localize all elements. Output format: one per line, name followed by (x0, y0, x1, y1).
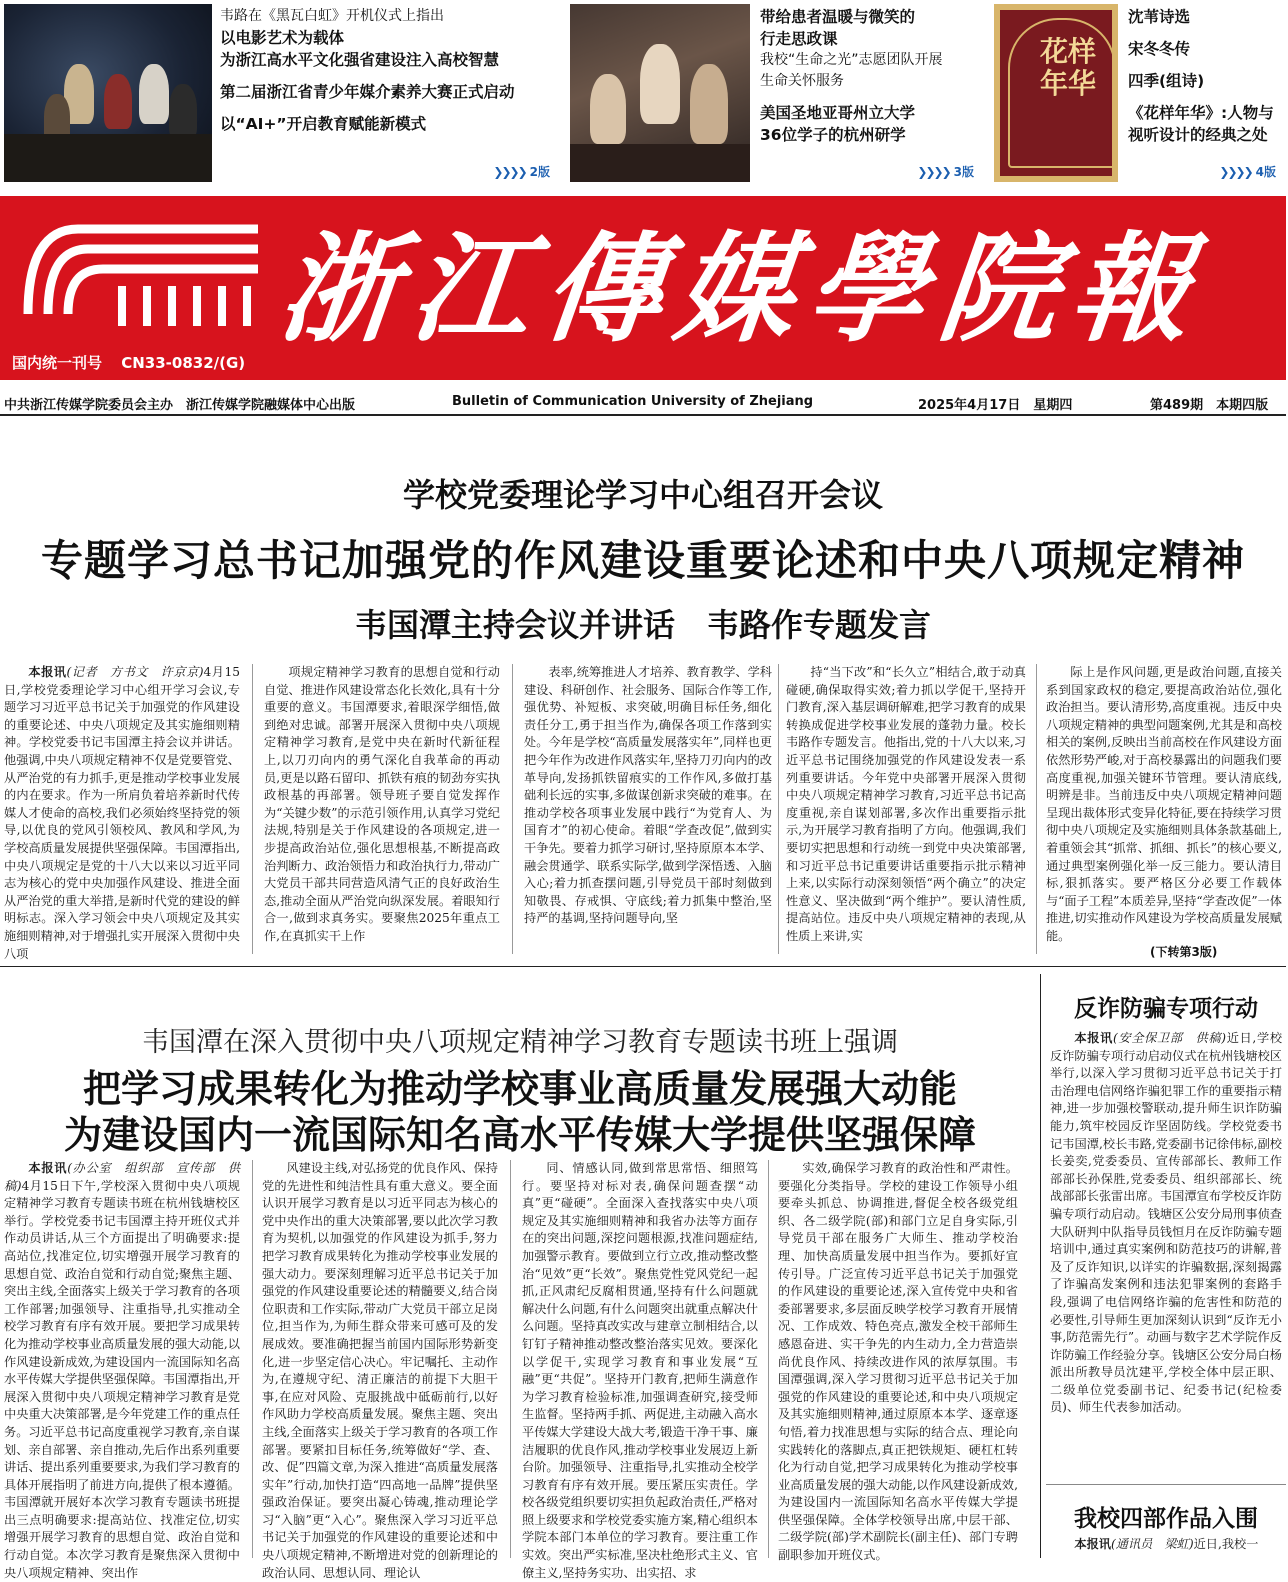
arrows-icon: ❯❯❯❯ (1219, 165, 1252, 179)
column-text: 风建设主线,对弘扬党的优良作风、保持党的先进性和纯洁性具有重大意义。要全面认识开展学习教育是以习近平同志为核心的党中央作出的重大决策部署,要以此次学习教育为契机,以加强党的作风建设为抓手,努力把学习教育成果转化为推动学校事业发展的强大动力。要深刻理解习近平总书记关于加强党的作风建设重要论述的精髓要义,结合岗位职责和工作实际,带动广大党员干部立足岗位,担当作为,为师生群众带来可感可及的发展成效。要准确把握当前国内国际形势新变化,进一步坚定信心决心。牢记嘱托、主动作为,在遵规守纪、清正廉洁的前提下大胆干事,在应对风险、克服挑战中砥砺前行,以好作风助力学校高质量发展。聚焦主题、突出主线,全面落实上级关于学习教育的各项工作部署。要紧扣目标任务,统筹做好“学、查、改、促”四篇文章,为深入推进“高质量发展落实年”行动,加快打造“四高地一品牌”提供坚强政治保证。要突出凝心铸魂,推动理论学习“入脑”更“入心”。聚焦深入学习习近平总书记关于加强党的作风建设的重要论述和中央八项规定精神,不断增进对党的创新理论的政治认同、思想认同、理论认 (262, 1161, 498, 1580)
page-ref-link[interactable]: ❯❯❯❯ 2版 (493, 165, 550, 179)
story2-kicker: 韦国潭在深入贯彻中央八项规定精神学习教育专题读书班上强调 (142, 1027, 898, 1058)
teaser-page-3[interactable] (566, 0, 984, 186)
column-text: 项规定精神学习教育的思想自觉和行动自觉、推进作风建设常态化长效化,具有十分重要的意义。韦国潭要求,着眼深学细悟,做到绝对忠诚。部署开展深入贯彻中央八项规定精神学习教育,是党中央在新时代新征程上,以刀刃向内的勇气深化自我革命的再动员,更是以路石留印、抓铁有痕的韧劲夯实执政根基的再部署。领导班子要自觉发挥作为“关键少数”的示范引领作用,认真学习党纪法规,特别是关于作风建设的各项规定,进一步提高政治站位,强化思想根基,不断提高政治判断力、政治领悟力和政治执行力,带动广大党员干部共同营造风清气正的良好政治生态,推动全面从严治党向纵深发展。着眼知行合一,做到求真务实。要聚焦2025年重点工作,在真抓实干上作 (264, 665, 500, 943)
column-divider (252, 664, 253, 954)
story1-subhead: 韦国潭主持会议并讲话 韦路作专题发言 (354, 606, 931, 644)
issue-number: 第489期 本期四版 (1150, 398, 1269, 413)
sidebar1-headline[interactable]: 反诈防骗专项行动 (1074, 996, 1258, 1022)
teaser-lines (220, 6, 515, 135)
lead-label: 本报讯 (28, 665, 67, 679)
story1-kicker: 学校党委理论学习中心组召开会议 (402, 476, 883, 514)
column-divider (510, 1160, 511, 1558)
column-text: 4月15日,学校党委理论学习中心组开学习会议,专题学习习近平总书记关于加强党的作风建设的重要论述、中央八项规定及其实施细则精神。学校党委书记韦国潭主持会议并讲话。他强调,中央八项规定精神不仅是党要管党、从严治党的有力抓手,更是推动学校事业发展的内在要求。作为一所肩负着培养新时代传媒人才使命的高校,我们必须始终坚持党的领导,以优良的党风引领校风、教风和学风,为学校高质量发展提供坚强保障。韦国潭指出,中央八项规定是党的十八大以来以习近平同志为核心的党中央加强作风建设、推进全面从严治党的重大举措,是新时代党的建设的鲜明标志。深入学习领会中央八项规定及其实施细则精神,对于增强扎实开展深入贯彻中央八项 (4, 665, 241, 961)
column-text: 近日,我校一 (1193, 1537, 1259, 1551)
teaser-page-2[interactable] (0, 0, 560, 186)
continued-note[interactable]: (下转第3版) (1150, 945, 1218, 959)
story2-column-4 (778, 1160, 1018, 1563)
story1-column-4 (786, 664, 1026, 954)
teaser-line[interactable]: 美国圣地亚哥州立大学 (760, 104, 916, 122)
lead-label: 本报讯 (1074, 1537, 1111, 1551)
sidebar-rule (1046, 1484, 1286, 1485)
column-divider (768, 1160, 769, 1558)
teaser-line: 韦路在《黑瓦白虹》开机仪式上指出 (220, 8, 444, 24)
issn-label: 国内统一刊号 (12, 354, 103, 372)
sidebar-divider (1040, 974, 1041, 1558)
column-divider (778, 664, 779, 954)
university-logo-icon (18, 214, 268, 332)
issn-number: CN33-0832/(G) (121, 354, 246, 372)
sidebar1-body (1050, 1030, 1282, 1470)
column-text: 际上是作风问题,更是政治问题,直接关系到国家政权的稳定,要提高政治站位,强化政治担当。要认清形势,高度重视。违反中央八项规定精神的典型问题案例,尤其是和高校相关的案例,反映出当前高校在作风建设方面依然形势严峻,对于高校暴露出的问题我们要高度重视,加强关键环节管理。要认清底线,明辨是非。当前违反中央八项规定精神问题呈现出裁体形式变异化特征,要在持续学习贯彻中央八项规定及实施细则具体条款基础上,着重领会其“抓常、抓细、抓长”的核心要义,通过典型案例强化举一反三能力。要认清目标,狠抓落实。要严格区分必要工作载体与“面子工程”本质差异,坚持“学查改促”一体推进,切实推动作风建设为学校高质量发展赋能。 (1046, 665, 1282, 943)
teaser-line[interactable]: 36位学子的杭州研学 (760, 126, 906, 144)
teaser-line[interactable]: 宋冬冬传 (1128, 40, 1191, 58)
story1-column-5 (1046, 664, 1282, 943)
sidebar2-body (1050, 1536, 1282, 1558)
teaser-line[interactable]: 四季(组诗) (1128, 72, 1205, 90)
column-text: 实效,确保学习教育的政治性和严肃性。要强化分类指导。学校的建设工作领导小组要牵头抓总、协调推进,督促全校各级党组织、各二级学院(部)和部门立足自身实际,引导党员干部在服务广大师生、推动学校治理、加快高质量发展中担当作为。要抓好宣传引导。广泛宣传习近平总书记关于加强党的作风建设的重要论述,深入宣传党中央和省委部署要求,多层面反映学校学习教育开展情况、工作成效、特色亮点,激发全校干部师生感恩奋进、实干争先的内生动力,全力营造崇尚优良作风、持续改进作风的浓厚氛围。韦国潭强调,深入学习贯彻习近平总书记关于加强党的作风建设的重要论述,和中央八项规定及其实施细则精神,通过原原本本学、逐章逐句悟,着力找准思想与实际的结合点、理论向实践转化的落脚点,真正把铁规矩、硬杠杠转化为行动自觉,把学习成果转化为推动学校事业高质量发展的强大动能,以作风建设新成效,为建设国内一流国际知名高水平传媒大学提供坚强保障。全体学校领导出席,中层干部、二级学院(部)学术副院长(副主任)、部门专聘副职参加开班仪式。 (778, 1161, 1018, 1563)
story2-column-2 (262, 1160, 498, 1580)
english-title: Bulletin of Communication University of Zhejiang (452, 394, 814, 409)
newspaper-title: 浙江傳媒學院報 (272, 219, 1212, 358)
lead-label: 本报讯 (28, 1161, 68, 1175)
teaser-line: 我校“生命之光”志愿团队开展 (760, 52, 943, 68)
column-text: 持“当下改”和“长久立”相结合,敢于动真碰硬,确保取得实效;着力抓以学促干,坚持开门教育,深入基层调研解难,把学习教育的成果转换成促进学校事业发展的蓬勃力量。校长韦路作专题发言。他指出,党的十八大以来,习近平总书记围绕加强党的作风建设发表一系列重要讲话。今年党中央部署开展深入贯彻中央八项规定精神学习教育,习近平总书记高度重视,亲自谋划部署,多次作出重要指示批示,为开展学习教育指明了方向。他强调,我们要切实把思想和行动统一到党中央决策部署,和习近平总书记重要讲话重要指示批示精神上来,以实际行动深刻领悟“两个确立”的决定性意义、坚决做到“两个维护”。要认清性质,提高站位。违反中央八项规定精神的表现,从性质上来讲,实 (786, 665, 1026, 943)
volunteer-photo (570, 4, 750, 182)
story2-headline-1[interactable]: 把学习成果转化为推动学校事业高质量发展强大动能 (82, 1067, 957, 1111)
teaser-lines (760, 6, 943, 146)
story1-headline[interactable]: 专题学习总书记加强党的作风建设重要论述和中央八项规定精神 (40, 536, 1245, 585)
masthead (0, 196, 1286, 380)
section-divider (0, 966, 1286, 967)
teaser-lines (1128, 6, 1274, 146)
teaser-line[interactable]: 沈苇诗选 (1128, 8, 1191, 26)
arrows-icon: ❯❯❯❯ (493, 165, 526, 179)
teaser-line[interactable]: 《花样年华》:人物与 (1128, 104, 1274, 122)
film-ceremony-photo (4, 4, 212, 182)
teaser-line[interactable]: 以电影艺术为载体 (220, 29, 345, 47)
column-divider (512, 664, 513, 954)
lead-label: 本报讯 (1074, 1031, 1113, 1045)
info-bar (0, 386, 1286, 416)
book-cover-title: 花样年华 (1039, 35, 1096, 100)
issue-date: 2025年4月17日 星期四 (918, 398, 1073, 413)
byline: (办公室 组织部 宣传部 供稿) (4, 1161, 241, 1193)
teaser-line: 生命关怀服务 (760, 73, 844, 89)
teaser-line[interactable]: 带给患者温暖与微笑的 (760, 8, 916, 26)
story2-headline-2[interactable]: 为建设国内一流国际知名高水平传媒大学提供坚强保障 (63, 1113, 976, 1157)
column-divider (1036, 664, 1037, 954)
story2-column-1 (4, 1160, 241, 1580)
teaser-page-4[interactable] (990, 0, 1286, 186)
teaser-strip (0, 0, 1286, 190)
teaser-line[interactable]: 以“AI+”开启教育赋能新模式 (220, 115, 427, 133)
teaser-line[interactable]: 视听设计的经典之处 (1128, 126, 1268, 144)
arrows-icon: ❯❯❯❯ (917, 165, 950, 179)
story1-column-1 (4, 664, 241, 961)
byline: (记者 方书文 许京京) (66, 665, 204, 679)
story1-column-2 (264, 664, 500, 954)
column-text: 4月15日下午,学校深入贯彻中央八项规定精神学习教育专题读书班在杭州钱塘校区举行。学校党委书记韦国潭主持开班仪式并作动员讲话,从三个方面提出了明确要求:提高站位,找准定位,切实增强开展学习教育的思想自觉、政治自觉和行动自觉;聚焦主题、突出主线,全面落实上级关于学习教育的各项工作部署;加强领导、注重指导,扎实推动全校学习教育有序有效开展。要把学习成果转化为推动学校事业高质量发展的强大动能,以作风建设新成效,为建设国内一流国际知名高水平传媒大学提供坚强保障。韦国潭指出,开展深入贯彻中央八项规定精神学习教育是党中央重大决策部署,是今年党建工作的重点任务。习近平总书记高度重视学习教育,亲自谋划、亲自部署、亲自推动,先后作出系列重要讲话、提出系列重要要求,为我们学习教育的具体开展指明了前进方向,提供了根本遵循。韦国潭就开展好本次学习教育专题读书班提出三点明确要求:提高站位、找准定位,切实增强开展学习教育的思想自觉、政治自觉和行动自觉。本次学习教育是聚焦深入贯彻中央八项规定精神、突出作 (4, 1178, 240, 1580)
story1-column-3 (524, 664, 772, 954)
page-ref-link[interactable]: ❯❯❯❯ 3版 (917, 165, 974, 179)
sidebar2-headline[interactable]: 我校四部作品入围 (1074, 1506, 1258, 1532)
byline: (安全保卫部 供稿) (1112, 1031, 1227, 1045)
teaser-line[interactable]: 第二届浙江省青少年媒介素养大赛正式启动 (220, 83, 515, 101)
column-divider (252, 1160, 253, 1558)
sponsor-text: 中共浙江传媒学院委员会主办 浙江传媒学院融媒体中心出版 (4, 398, 356, 413)
byline: (通讯员 梁虹) (1110, 1537, 1194, 1551)
story2-column-3 (522, 1160, 758, 1580)
column-text: 同、情感认同,做到常思常悟、细照笃行。要坚持对标对表,确保问题查摆“动真”更“碰硬”。全面深入查找落实中央八项规定及其实施细则精神和我省办法等方面存在的突出问题,深挖问题根源,找准问题症结,加强警示教育。要做到立行立改,推动整改整治“见效”更“长效”。聚焦党性党风党纪一起抓,正风肃纪反腐相贯通,坚持有什么问题就解决什么问题,有什么问题突出就重点解决什么问题。坚持真改实改与建章立制相结合,以钉钉子精神推动整改整治落实见效。要深化以学促干,实现学习教育和事业发展“互融”更“共促”。坚持开门教育,把师生满意作为学习教育检验标准,加强调查研究,接受师生监督。坚持两手抓、两促进,主动融入高水平传媒大学建设大战大考,锻造干净干事、廉洁履职的优良作风,推动学校事业发展迈上新台阶。加强领导、注重指导,扎实推动全校学习教育有序有效开展。要压紧压实责任。学校各级党组织要切实担负起政治责任,严格对照上级要求和学校党委实施方案,精心组织本学院本部门本单位的学习教育。要注重工作实效。突出严实标准,坚决杜绝形式主义、官僚主义,坚持务实功、出实招、求 (522, 1161, 758, 1580)
column-text: 近日,学校反诈防骗专项行动启动仪式在杭州钱塘校区举行,以深入学习贯彻习近平总书记关于打击治理电信网络诈骗犯罪工作的重要指示精神,进一步加强校警联动,提升师生识诈防骗能力,筑牢校园反诈坚固防线。学校党委书记韦国潭,校长韦路,党委副书记徐伟标,副校长姜奕,党委委员、宣传部部长、教师工作部部长孙保胜,党委委员、组织部部长、统战部部长张雷出席。韦国潭宣布学校反诈防骗专项行动启动。钱塘区公安分局刑事侦查大队研判中队指导员钱恒月在反诈防骗专题培训中,通过真实案例和防范技巧的讲解,普及了反诈知识,以详实的诈骗数据,深刻揭露了诈骗高发案例和违法犯罪案例的套路手段,强调了电信网络诈骗的危害性和防范的必要性,引导师生更加深刻认识到“反诈无小事,防范需先行”。动画与数字艺术学院作反诈防骗工作经验分享。钱塘区公安分局白杨派出所教导员沈建平,学校全体中层正职、二级单位党委副书记、纪委书记(纪检委员)、师生代表参加活动。 (1050, 1031, 1283, 1415)
issn (12, 352, 245, 373)
book-cover-image (994, 4, 1118, 182)
column-text: 表率,统筹推进人才培养、教育教学、学科建设、科研创作、社会服务、国际合作等工作,强优势、补短板、求突破,明确目标任务,细化责任分工,勇于担当作为,确保各项工作落到实处。今年是学校“高质量发展落实年”,同样也更把今年作为改进作风落实年,坚持刀刃向内的改革导向,发扬抓铁留痕实的工作作风,多做打基础利长远的实事,多做谋创新求突破的难事。在推动学校各项事业发展中践行“为党育人、为国育才”的初心使命。着眼“学查改促”,做到实干争先。要着力抓学习研讨,坚持原原本本学、融会贯通学、联系实际学,做到学深悟透、入脑入心;着力抓查摆问题,引导党员干部时刻做到知敬畏、存戒惧、守底线;着力抓集中整治,坚持严的基调,坚持问题导向,坚 (524, 665, 772, 926)
teaser-line[interactable]: 行走思政课 (760, 30, 838, 48)
teaser-line[interactable]: 为浙江高水平文化强省建设注入高校智慧 (220, 51, 500, 69)
page-ref-link[interactable]: ❯❯❯❯ 4版 (1219, 165, 1276, 179)
